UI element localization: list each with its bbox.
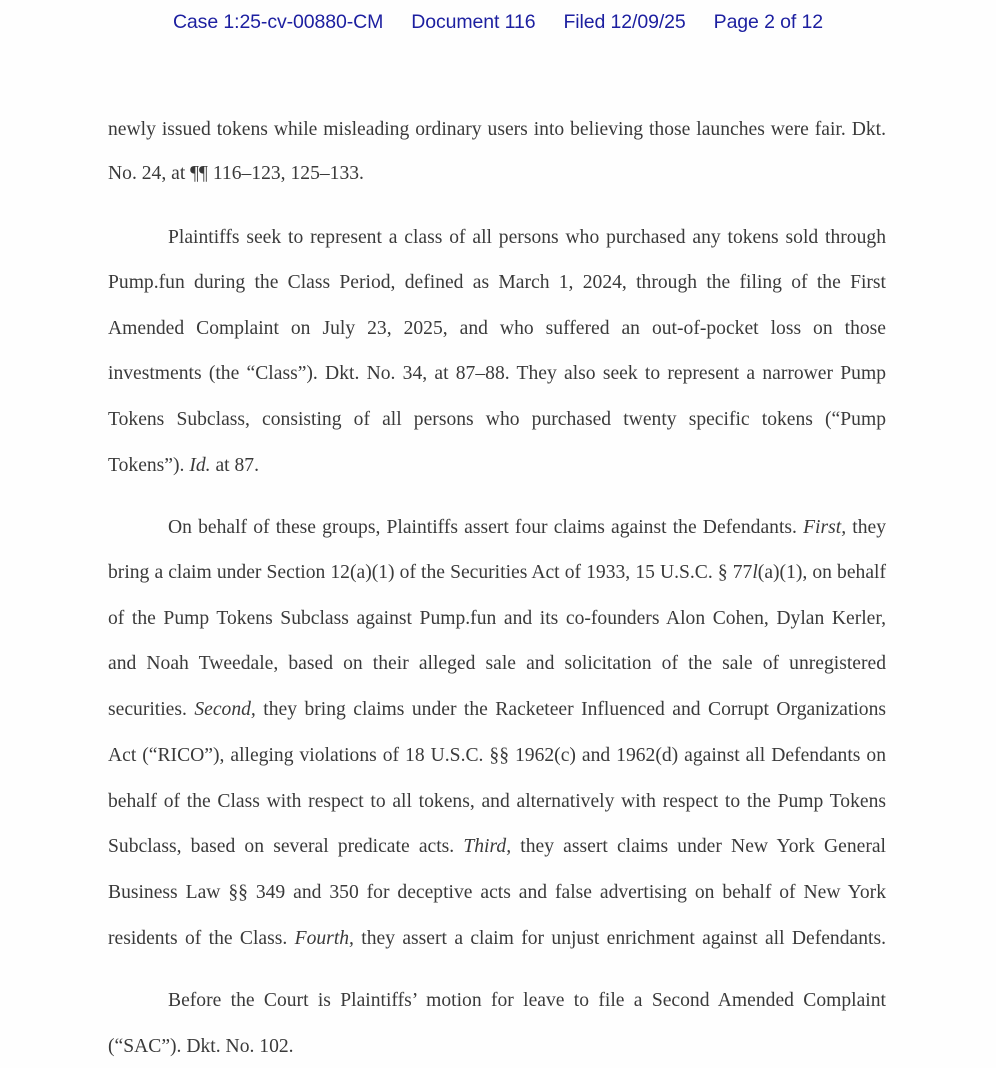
italic-text: Second,: [194, 699, 256, 720]
text-line: [108, 698, 886, 722]
text-segment: Business Law §§ 349 and 350 for deceptive acts and false advertising on behalf of New York: [108, 882, 886, 903]
text-segment: bring a claim under Section 12(a)(1) of the Securities Act of 1933, 15 U.S.C. § 77: [108, 562, 753, 583]
text-segment: investments (the “Class”). Dkt. No. 34, at 87–88. They also seek to represent a narrower Pump: [108, 363, 886, 384]
text-line: [108, 607, 886, 631]
text-segment: they assert a claim for unjust enrichment against all Defendants.: [353, 928, 886, 949]
text-segment: Before the Court is Plaintiffs’ motion for leave to file a Second Amended Complaint: [168, 990, 886, 1011]
text-line: [108, 561, 886, 585]
text-line: [108, 226, 886, 250]
text-line: [108, 989, 886, 1013]
text-line: [108, 362, 886, 386]
case-number: Case 1:25-cv-00880-CM: [172, 11, 384, 33]
page-number: Page 2 of 12: [713, 11, 824, 33]
italic-text: Third,: [463, 836, 512, 857]
text-segment: securities.: [108, 699, 195, 720]
text-segment: (“SAC”). Dkt. No. 102.: [108, 1036, 294, 1057]
text-segment: newly issued tokens while misleading ordinary users into believing those launches were fair. Dkt.: [108, 119, 886, 140]
text-segment: On behalf of these groups, Plaintiffs assert four claims against the Defendants.: [168, 517, 804, 538]
text-segment: (a)(1), on behalf: [757, 562, 887, 583]
text-line: [108, 162, 886, 186]
text-segment: Pump.fun during the Class Period, defined as March 1, 2024, through the filing of the First: [108, 272, 886, 293]
case-header: [0, 11, 996, 34]
filed-date: Filed 12/09/25: [563, 11, 686, 33]
italic-text: First,: [803, 517, 847, 538]
text-segment: they assert claims under New York General: [511, 836, 886, 857]
text-line: [108, 881, 886, 905]
text-segment: residents of the Class.: [108, 928, 295, 949]
text-line: [108, 454, 886, 478]
text-segment: of the Pump Tokens Subclass against Pump.fun and its co-founders Alon Cohen, Dylan Kerler,: [108, 608, 886, 629]
text-segment: Subclass, based on several predicate acts.: [108, 836, 464, 857]
text-line: [108, 1035, 886, 1059]
text-segment: Tokens”).: [108, 455, 190, 476]
text-line: [108, 271, 886, 295]
italic-text: l: [752, 562, 758, 583]
text-segment: Amended Complaint on July 23, 2025, and who suffered an out-of-pocket loss on those: [108, 318, 886, 339]
text-segment: and Noah Tweedale, based on their alleged sale and solicitation of the sale of unregistered: [108, 653, 886, 674]
document-number: Document 116: [411, 11, 536, 33]
text-segment: No. 24, at ¶¶ 116–123, 125–133.: [108, 163, 364, 184]
text-line: [108, 317, 886, 341]
text-segment: at 87.: [210, 455, 260, 476]
text-segment: Plaintiffs seek to represent a class of all persons who purchased any tokens sold through: [168, 227, 886, 248]
text-line: [108, 408, 886, 432]
text-segment: they: [846, 517, 887, 538]
text-line: [108, 516, 886, 540]
text-line: [108, 118, 886, 142]
text-line: [108, 744, 886, 768]
italic-text: Fourth,: [294, 928, 354, 949]
text-segment: Tokens Subclass, consisting of all persons who purchased twenty specific tokens (“Pump: [108, 409, 886, 430]
text-segment: Act (“RICO”), alleging violations of 18 U.S.C. §§ 1962(c) and 1962(d) against all Defendants on: [108, 745, 886, 766]
italic-text: Id.: [189, 455, 211, 476]
text-line: [108, 927, 886, 951]
text-segment: behalf of the Class with respect to all tokens, and alternatively with respect to the Pump Tokens: [108, 791, 886, 812]
text-line: [108, 652, 886, 676]
text-line: [108, 790, 886, 814]
text-segment: they bring claims under the Racketeer Influenced and Corrupt Organizations: [255, 699, 886, 720]
text-line: [108, 835, 886, 859]
